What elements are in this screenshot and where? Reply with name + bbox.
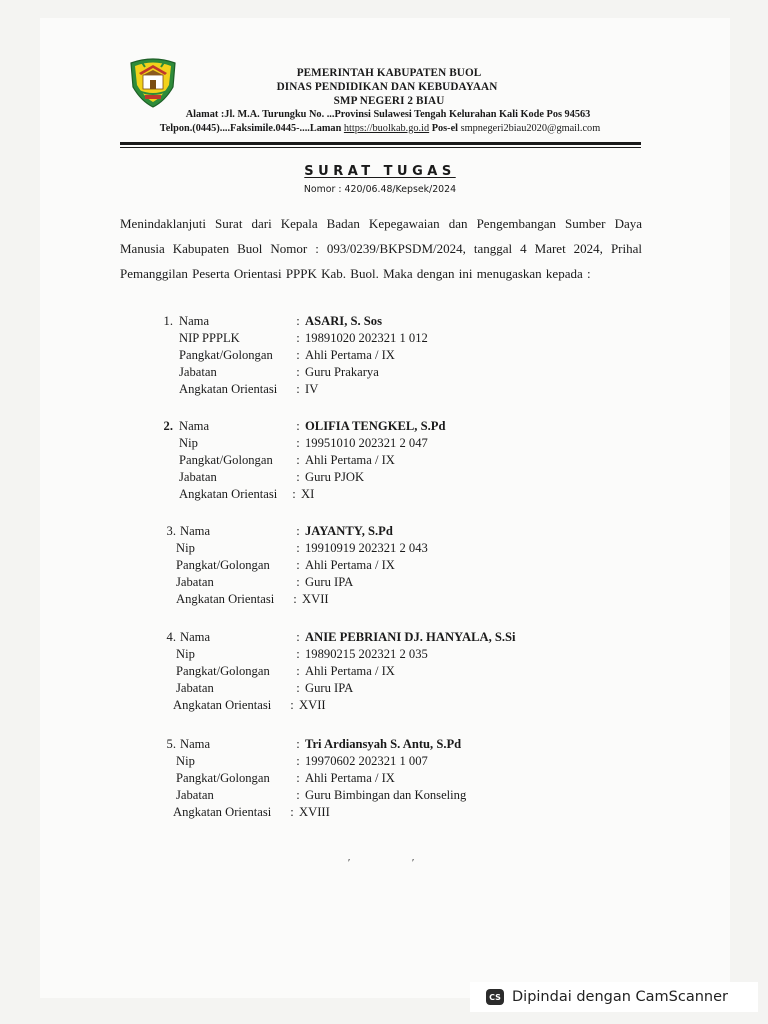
position-label: Jabatan [176,788,214,802]
person-position: Guru IPA [305,575,354,589]
batch-label: Angkatan Orientasi [179,382,278,396]
batch-label: Angkatan Orientasi [173,698,272,712]
letter-title: SURAT TUGAS [304,164,456,179]
assignee-entry-3: 3. Nama : JAYANTY, S.Pd Nip : 19910919 202321 2 043 Pangkat/Golongan : Ahli Pertama / IX Jabatan : Guru IPA Angkatan Orientasi : XVII [150,523,650,608]
letterhead-address: Alamat :Jl. M.A. Turungku No. ...Provinsi Sulawesi Tengah Kelurahan Kali Kode Pos 94563 [185,109,591,120]
person-nip: 19890215 202321 2 035 [305,647,428,661]
entry-number: 1. [163,314,173,328]
intro-line: Menindaklanjuti Surat dari Kepala Badan Kepegawaian dan Pengembangan Sumber Daya [120,216,642,231]
person-name: Tri Ardiansyah S. Antu, S.Pd [305,737,462,751]
nip-label: Nip [176,754,195,768]
person-position: Guru IPA [305,681,354,695]
letterhead-divider-thick [120,142,641,145]
position-label: Jabatan [176,681,214,695]
letterhead-department: DINAS PENDIDIKAN DAN KEBUDAYAAN [276,81,498,93]
page-mark: ′ [412,858,415,869]
entry-number: 2. [163,419,173,433]
person-nip: 19891020 202321 1 012 [305,331,428,345]
rank-label: Pangkat/Golongan [179,348,273,362]
letterhead-school: SMP NEGERI 2 BIAU [333,95,445,107]
person-nip: 19970602 202321 1 007 [305,754,428,768]
name-label: Nama [180,524,211,538]
intro-line: Manusia Kabupaten Buol Nomor : 093/0239/BKPSDM/2024, tanggal 4 Maret 2024, Prihal [120,241,642,256]
person-rank: Ahli Pertama / IX [305,664,395,678]
person-name: ANIE PEBRIANI DJ. HANYALA, S.Si [305,630,516,644]
person-name: ASARI, S. Sos [305,314,382,328]
contact-phone-fax: Telpon.(0445)....Faksimile.0445-....Laman [159,123,344,134]
nip-label: Nip [179,436,198,450]
email-label: Pos-el [429,123,461,134]
assignee-entry-4: 4. Nama : ANIE PEBRIANI DJ. HANYALA, S.Si Nip : 19890215 202321 2 035 Pangkat/Golongan : Ahli Pertama / IX Jabatan : Guru IPA Angkatan Orientasi : XVII [150,629,650,714]
name-label: Nama [179,314,210,328]
camscanner-watermark [470,982,758,1012]
person-batch: XVII [302,592,329,606]
assignee-entry-1: 1. Nama : ASARI, S. Sos NIP PPPLK : 19891020 202321 1 012 Pangkat/Golongan : Ahli Pertama / IX Jabatan : Guru Prakarya Angkatan Orientasi : IV [150,313,650,398]
batch-label: Angkatan Orientasi [173,805,272,819]
nip-label: Nip [176,647,195,661]
letterhead-divider-thin [120,147,641,148]
name-label: Nama [180,630,211,644]
person-rank: Ahli Pertama / IX [305,771,395,785]
person-rank: Ahli Pertama / IX [305,348,395,362]
person-rank: Ahli Pertama / IX [305,453,395,467]
nip-label: NIP PPPLK [179,331,240,345]
person-batch: XI [301,487,315,501]
person-nip: 19910919 202321 2 043 [305,541,428,555]
letter-intro [120,211,642,286]
person-nip: 19951010 202321 2 047 [305,436,428,450]
letterhead [110,66,658,136]
camscanner-text: Dipindai dengan CamScanner [512,989,729,1005]
letterhead-contact [102,122,658,136]
email-address: smpnegeri2biau2020@gmail.com [460,123,601,134]
letter-number: Nomor : 420/06.48/Kepsek/2024 [303,184,457,195]
assignee-entry-2: 2. Nama : OLIFIA TENGKEL, S.Pd Nip : 19951010 202321 2 047 Pangkat/Golongan : Ahli Pertama / IX Jabatan : Guru PJOK Angkatan Orientasi : XI [150,418,650,503]
position-label: Jabatan [179,365,217,379]
name-label: Nama [180,737,211,751]
batch-label: Angkatan Orientasi [176,592,275,606]
batch-label: Angkatan Orientasi [179,487,278,501]
rank-label: Pangkat/Golongan [176,771,270,785]
letterhead-government: PEMERINTAH KABUPATEN BUOL [296,67,482,79]
nip-label: Nip [176,541,195,555]
assignee-entry-5: 5. Nama : Tri Ardiansyah S. Antu, S.Pd Nip : 19970602 202321 1 007 Pangkat/Golongan : Ahli Pertama / IX Jabatan : Guru Bimbingan dan Konseling Angkatan Orientasi : XVIII [150,736,650,821]
person-name: JAYANTY, S.Pd [305,524,393,538]
person-batch: XVIII [299,805,330,819]
page-mark: ′ [348,858,351,869]
rank-label: Pangkat/Golongan [179,453,273,467]
entry-number: 3. [166,524,176,538]
name-label: Nama [179,419,210,433]
person-rank: Ahli Pertama / IX [305,558,395,572]
position-label: Jabatan [176,575,214,589]
person-position: Guru PJOK [305,470,365,484]
person-batch: XVII [299,698,326,712]
person-position: Guru Bimbingan dan Konseling [305,788,467,802]
position-label: Jabatan [179,470,217,484]
camscanner-logo-icon: CS [486,989,504,1005]
rank-label: Pangkat/Golongan [176,664,270,678]
person-batch: IV [305,382,319,396]
intro-line: Pemanggilan Peserta Orientasi PPPK Kab. Buol. Maka dengan ini menugaskan kepada : [120,266,591,281]
person-position: Guru Prakarya [305,365,379,379]
entry-number: 4. [166,630,176,644]
entry-number: 5. [166,737,176,751]
rank-label: Pangkat/Golongan [176,558,270,572]
website-link[interactable]: https://buolkab.go.id [343,123,430,134]
person-name: OLIFIA TENGKEL, S.Pd [305,419,446,433]
